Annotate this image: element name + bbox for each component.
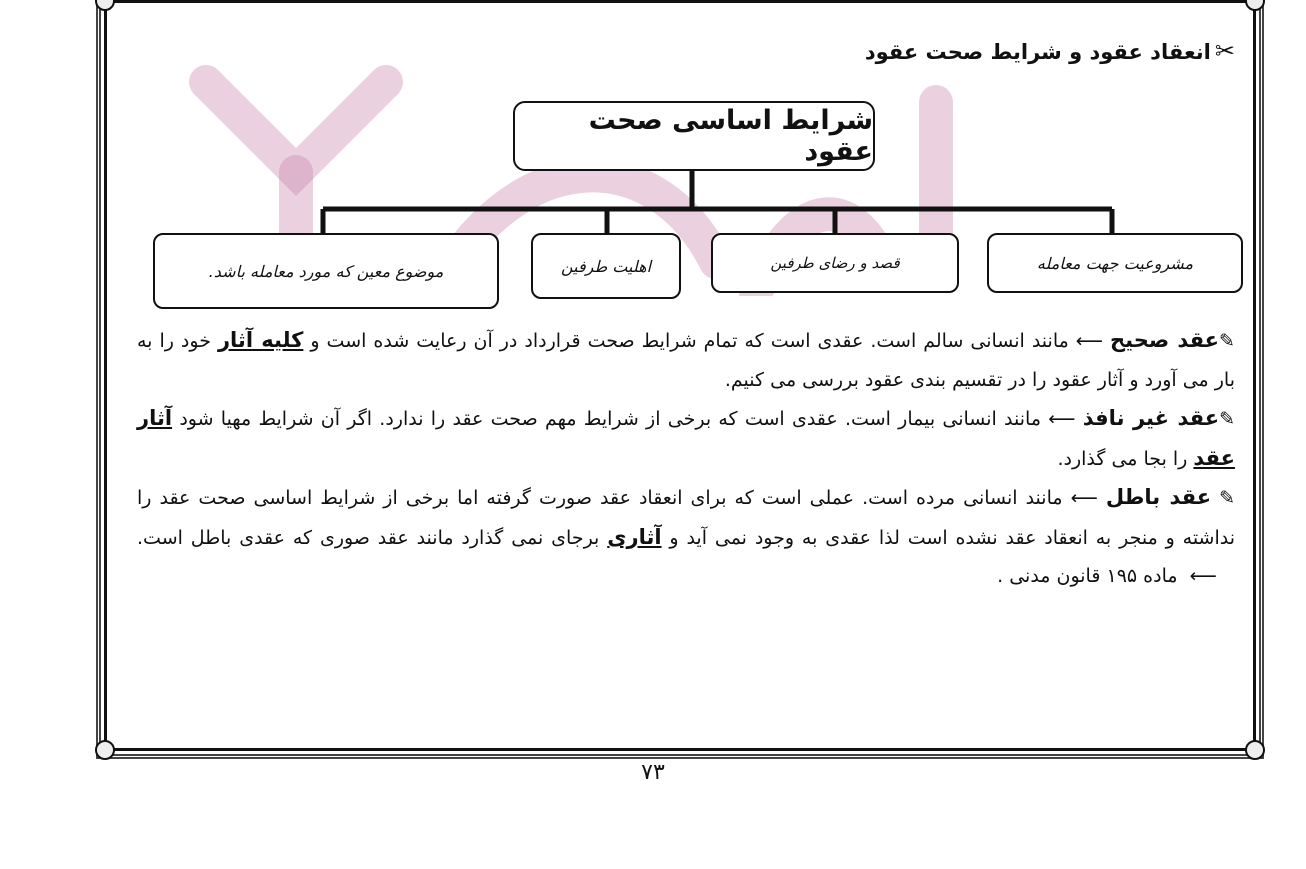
- paragraph-void-contract: [137, 478, 1235, 596]
- arrow-icon: ⟵: [1070, 487, 1098, 509]
- corner-ornament: [95, 740, 115, 760]
- emphasis: آثار عقد: [137, 406, 1235, 470]
- term: عقد باطل: [1105, 485, 1212, 509]
- diagram-root: شرایط اساسی صحت عقود: [513, 101, 875, 171]
- paragraph-text: مانند انسانی مرده است. عملی است که برای انعقاد عقد صورت گرفته اما برخی از شرایط اساسی صحت عقد را نداشته و منجر به انعقاد عقد نشده است لذا عقدی به وجود نمی آید و: [137, 487, 1236, 549]
- term: عقد صحیح: [1110, 328, 1220, 352]
- paragraph-valid-contract: [137, 321, 1235, 399]
- paragraph-text: خود را به بار می آورد و آثار عقود را در تقسیم بندی عقود بررسی می کنیم.: [137, 330, 1235, 391]
- paragraph-voidable-contract: [137, 399, 1235, 478]
- paragraph-text: برجای نمی گذارد مانند عقد صوری که عقدی باطل است.: [137, 526, 600, 549]
- corner-ornament: [1245, 740, 1265, 760]
- paragraph-text: را بجا می گذارد.: [1057, 447, 1188, 470]
- page-border: [104, 0, 1256, 751]
- pen-icon: ✎: [1219, 330, 1235, 352]
- diagram-leaf-capacity: اهلیت طرفین: [531, 233, 681, 299]
- body-text: [137, 321, 1235, 596]
- heading-text: انعقاد عقود و شرایط صحت عقود: [864, 40, 1211, 64]
- paragraph-text: مانند انسانی بیمار است. عقدی است که برخی از شرایط مهم صحت عقد را ندارد. اگر آن شرایط مهیا شود: [179, 408, 1042, 430]
- diagram-leaf-legitimacy: مشروعیت جهت معامله: [987, 233, 1243, 293]
- pen-icon: ✎: [1219, 487, 1235, 509]
- term: عقد غیر نافذ: [1082, 406, 1220, 430]
- pen-icon: ✎: [1219, 408, 1235, 430]
- legal-reference: ماده ۱۹۵ قانون مدنی .: [997, 565, 1178, 587]
- page-number: ۷۳: [641, 760, 665, 785]
- arrow-icon: ⟵: [1189, 565, 1217, 587]
- arrow-icon: ⟵: [1075, 330, 1104, 352]
- arrow-icon: ⟵: [1048, 408, 1076, 430]
- emphasis: کلیه آثار: [217, 328, 304, 352]
- diagram-leaf-intent-consent: قصد و رضای طرفین: [711, 233, 959, 293]
- scissors-icon: ✂: [1214, 37, 1235, 65]
- emphasis: آثاری: [607, 524, 662, 549]
- paragraph-text: مانند انسانی سالم است. عقدی است که تمام شرایط صحت قرارداد در آن رعایت شده است و: [310, 330, 1069, 352]
- diagram-leaf-subject: موضوع معین که مورد معامله باشد.: [153, 233, 499, 309]
